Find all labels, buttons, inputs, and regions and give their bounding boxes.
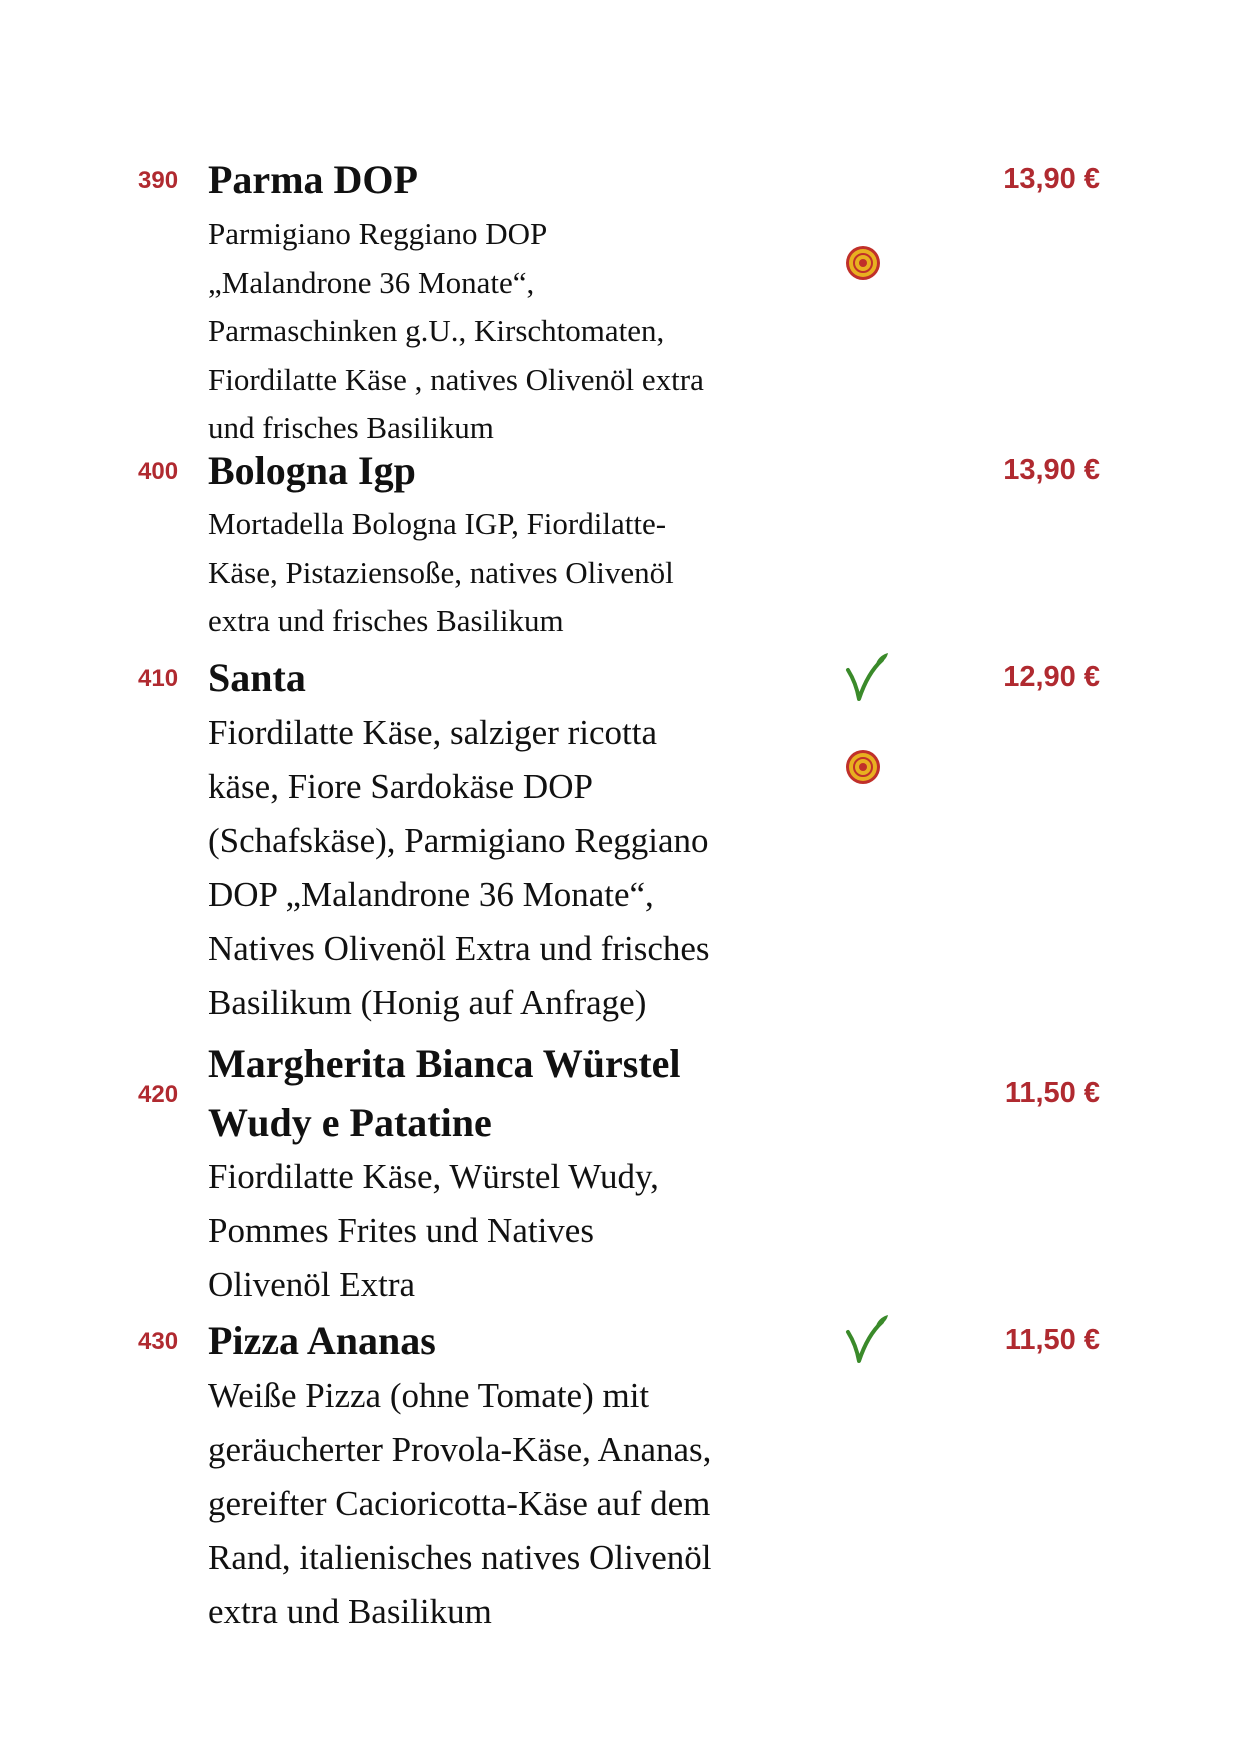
description-line: DOP „Malandrone 36 Monate“, — [208, 875, 654, 914]
item-description — [208, 210, 828, 453]
dop-seal-icon — [844, 244, 882, 282]
item-price: 11,50 € — [1004, 1324, 1100, 1356]
description-line: Käse, Pistaziensoße, natives Olivenöl — [208, 554, 674, 590]
item-name: Parma DOP — [208, 157, 418, 202]
item-description — [208, 706, 828, 1030]
description-line: Fiordilatte Käse, Würstel Wudy, — [208, 1157, 659, 1196]
item-number: 410 — [138, 665, 179, 692]
description-line: extra und Basilikum — [208, 1592, 492, 1631]
description-line: käse, Fiore Sardokäse DOP — [208, 767, 593, 806]
description-line: Weiße Pizza (ohne Tomate) mit — [208, 1376, 650, 1415]
vegetarian-icon — [844, 1314, 890, 1364]
description-line: Pommes Frites und Natives — [208, 1211, 594, 1250]
description-line: extra und frisches Basilikum — [208, 603, 564, 638]
item-price: 11,50 € — [1004, 1077, 1100, 1109]
description-line: Parmigiano Reggiano DOP — [208, 216, 548, 251]
description-line: Fiordilatte Käse , natives Olivenöl extra — [208, 361, 704, 397]
description-line: Fiordilatte Käse, salziger ricotta — [208, 713, 658, 752]
description-line: gereifter Cacioricotta-Käse auf dem — [208, 1484, 711, 1523]
item-name-line-1: Margherita Bianca Würstel — [208, 1041, 681, 1086]
item-name-line-2: Wudy e Patatine — [208, 1100, 492, 1145]
item-price: 13,90 € — [1003, 163, 1100, 195]
item-description — [208, 1150, 828, 1312]
description-line: Natives Olivenöl Extra und frisches — [208, 929, 710, 968]
item-number: 420 — [138, 1081, 179, 1108]
description-line: geräucherter Provola-Käse, Ananas, — [208, 1430, 712, 1469]
description-line: Basilikum (Honig auf Anfrage) — [208, 983, 647, 1022]
item-name: Bologna Igp — [208, 448, 416, 493]
description-line: Olivenöl Extra — [208, 1265, 416, 1304]
description-line: (Schafskäse), Parmigiano Reggiano — [208, 821, 709, 860]
item-number: 390 — [138, 167, 179, 194]
description-line: und frisches Basilikum — [208, 410, 494, 445]
vegetarian-icon — [844, 652, 890, 702]
item-description — [208, 1369, 828, 1639]
item-name: Pizza Ananas — [208, 1318, 436, 1363]
description-line: Mortadella Bologna IGP, Fiordilatte- — [208, 506, 667, 541]
description-line: „Malandrone 36 Monate“, — [208, 264, 535, 300]
item-number: 400 — [138, 458, 179, 485]
item-name: Santa — [208, 655, 306, 700]
description-line: Rand, italienisches natives Olivenöl — [208, 1538, 712, 1577]
item-price: 12,90 € — [1003, 661, 1100, 693]
item-price: 13,90 € — [1003, 454, 1100, 486]
item-number: 430 — [138, 1328, 179, 1355]
item-description — [208, 500, 828, 646]
dop-seal-icon — [844, 748, 882, 786]
description-line: Parmaschinken g.U., Kirschtomaten, — [208, 313, 665, 348]
